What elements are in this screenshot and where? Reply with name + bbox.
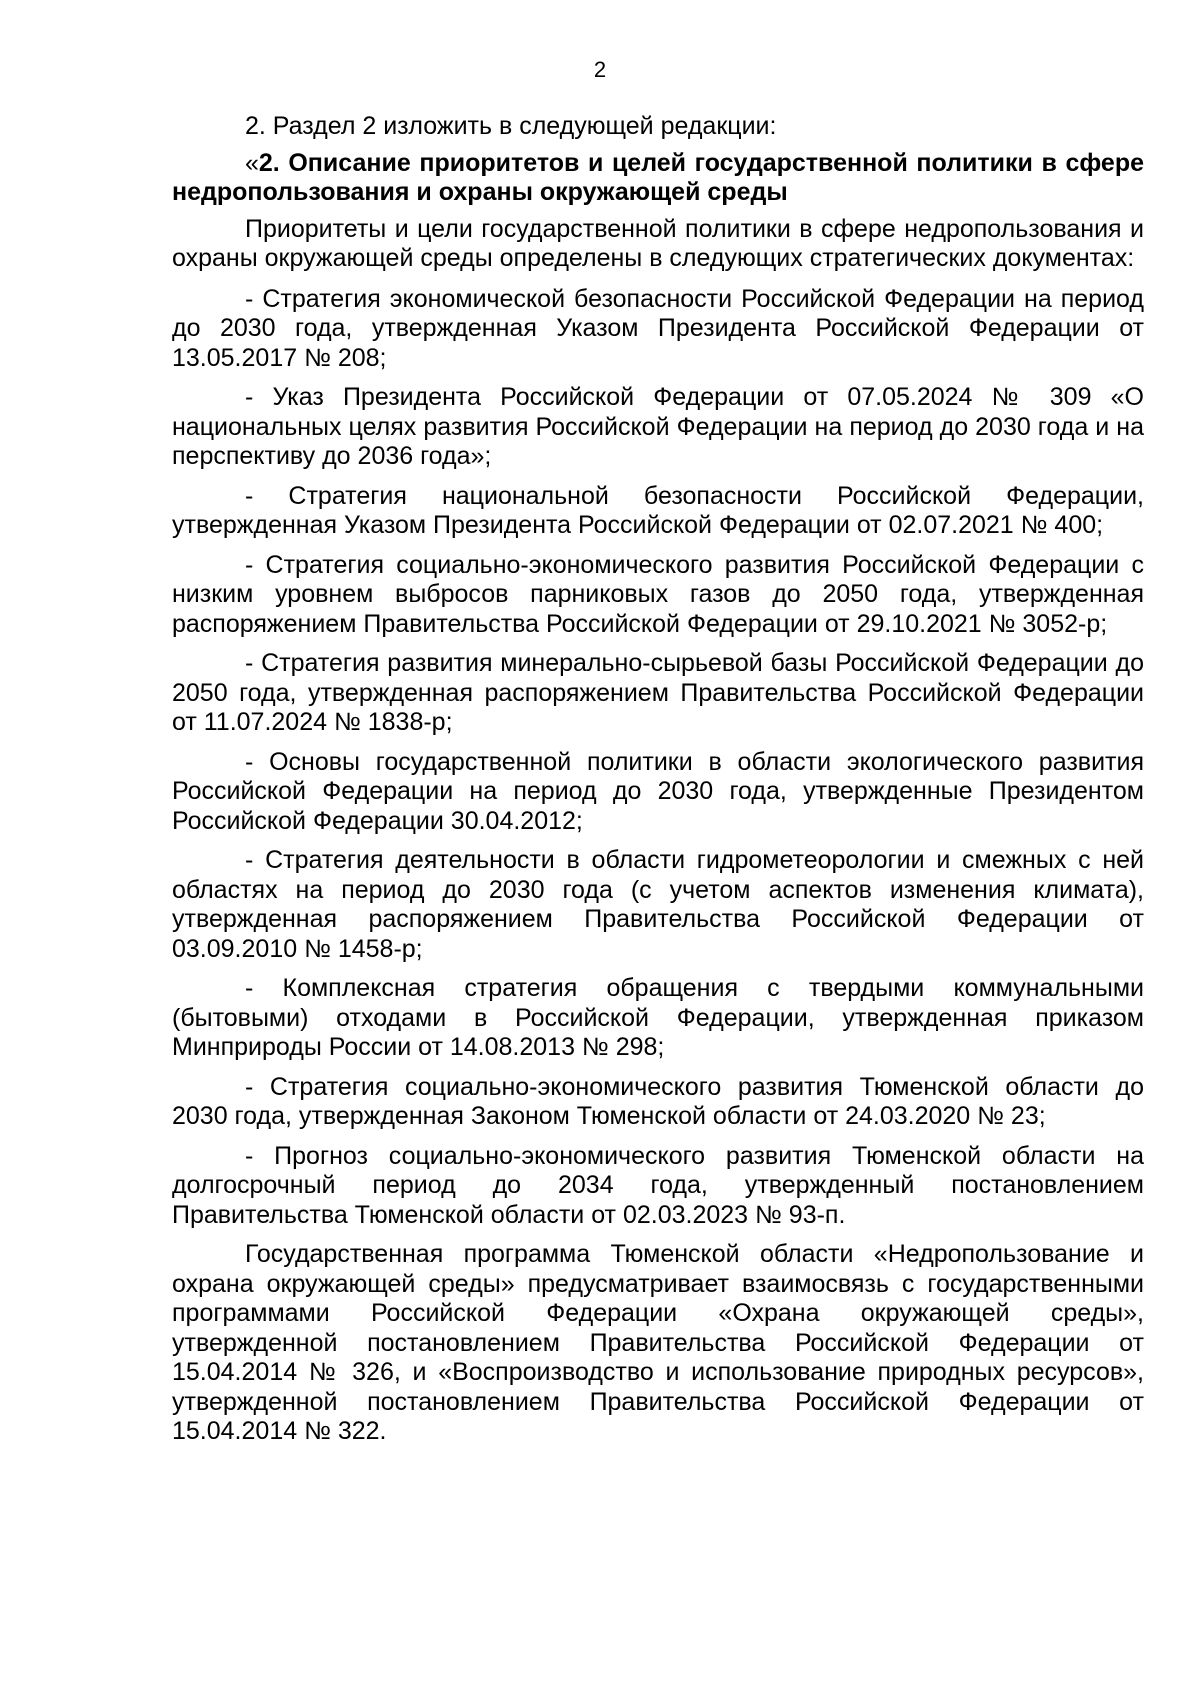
section-heading [172, 149, 1144, 208]
list-item: - Стратегия деятельности в области гидрометеорологии и смежных с ней областях на период до 2030 года (с учетом аспектов изменения климата), утвержденная распоряжением Правительства Российской Федерации от 03.09.2010 № 1458-р; [172, 846, 1144, 963]
list-item: - Стратегия национальной безопасности Российской Федерации, утвержденная Указом Президента Российской Федерации от 02.07.2021 № 400; [172, 481, 1144, 539]
list-item: - Указ Президента Российской Федерации от 07.05.2024 № 309 «О национальных целях развития Российской Федерации на период до 2030 года и на перспективу до 2036 года»; [172, 383, 1144, 470]
documents-list [172, 285, 1144, 1231]
closing-paragraph: Государственная программа Тюменской области «Недропользование и охрана окружающей среды» предусматривает взаимосвязь с государственными программами Российской Федерации «Охрана окружающей среды», утвержденной постановлением Правительства Российской Федерации от 15.04.2014 № 326, и «Воспроизводство и использование природных ресурсов», утвержденной постановлением Правительства Российской Федерации от 15.04.2014 № 322. [172, 1240, 1144, 1445]
list-item: - Стратегия экономической безопасности Российской Федерации на период до 2030 года, утвержденная Указом Президента Российской Федерации от 13.05.2017 № 208; [172, 284, 1144, 372]
intro-paragraph: 2. Раздел 2 изложить в следующей редакции: [245, 112, 777, 140]
list-item: - Стратегия социально-экономического развития Российской Федерации с низким уровнем выбросов парниковых газов до 2050 года, утвержденная распоряжением Правительства Российской Федерации от 29.10.2021 № 3052-р; [172, 550, 1144, 638]
heading-text: 2. Описание приоритетов и целей государственной политики в сфере недропользования и охраны окружающей среды [172, 148, 1144, 206]
lead-paragraph: Приоритеты и цели государственной политики в сфере недропользования и охраны окружающей среды определены в следующих стратегических документах: [172, 214, 1144, 272]
list-item: - Комплексная стратегия обращения с твердыми коммунальными (бытовыми) отходами в Российской Федерации, утвержденная приказом Минприроды России от 14.08.2013 № 298; [172, 974, 1144, 1061]
list-item: - Стратегия развития минерально-сырьевой базы Российской Федерации до 2050 года, утвержденная распоряжением Правительства Российской Федерации от 11.07.2024 № 1838-р; [172, 649, 1144, 736]
heading-open-quote: « [245, 148, 259, 177]
list-item: - Прогноз социально-экономического развития Тюменской области на долгосрочный период до 2034 года, утвержденный постановлением Правительства Тюменской области от 02.03.2023 № 93-п. [172, 1141, 1144, 1229]
page-number: 2 [593, 57, 607, 82]
list-item: - Основы государственной политики в области экологического развития Российской Федерации на период до 2030 года, утвержденные Президентом Российской Федерации 30.04.2012; [172, 747, 1144, 835]
list-item: - Стратегия социально-экономического развития Тюменской области до 2030 года, утвержденная Законом Тюменской области от 24.03.2020 № 23; [172, 1072, 1144, 1130]
document-body [172, 112, 1144, 1447]
